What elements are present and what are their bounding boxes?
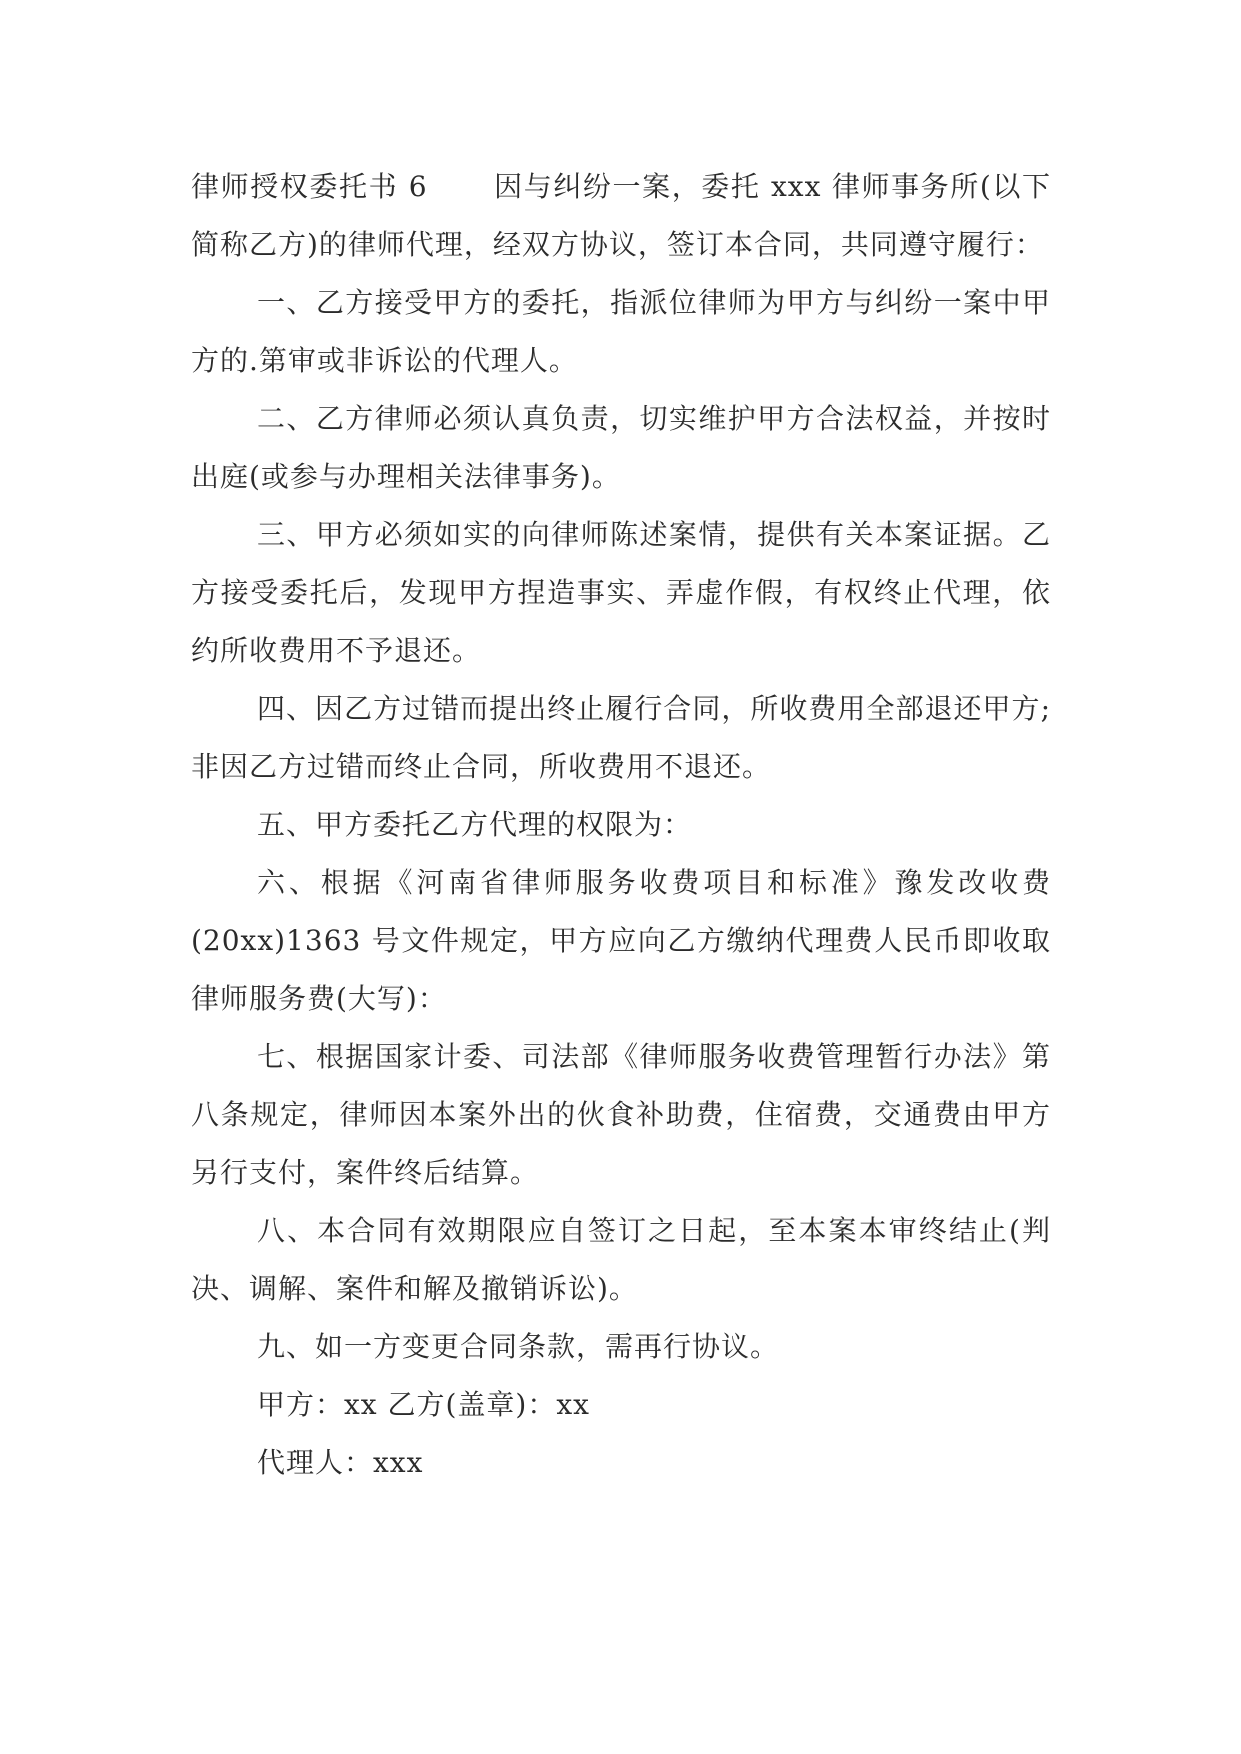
clause-2: 二、乙方律师必须认真负责，切实维护甲方合法权益，并按时出庭(或参与办理相关法律事务)。 — [191, 402, 1051, 493]
document-body — [191, 158, 1051, 1492]
clause-8: 八、本合同有效期限应自签订之日起，至本案本审终结止(判决、调解、案件和解及撤销诉讼)。 — [191, 1214, 1051, 1305]
document-opening — [191, 158, 1051, 274]
clause-7: 七、根据国家计委、司法部《律师服务收费管理暂行办法》第八条规定，律师因本案外出的伙食补助费，住宿费，交通费由甲方另行支付，案件终后结算。 — [191, 1040, 1051, 1189]
document-title: 律师授权委托书 6 — [191, 170, 428, 203]
clause-3: 三、甲方必须如实的向律师陈述案情，提供有关本案证据。乙方接受委托后，发现甲方捏造事实、弄虚作假，有权终止代理，依约所收费用不予退还。 — [191, 518, 1051, 667]
clause-4: 四、因乙方过错而提出终止履行合同，所收费用全部退还甲方;非因乙方过错而终止合同，所收费用不退还。 — [191, 692, 1051, 783]
signature-parties: 甲方：xx 乙方(盖章)：xx — [257, 1388, 590, 1421]
clause-6: 六、根据《河南省律师服务收费项目和标准》豫发改收费(20xx)1363 号文件规定，甲方应向乙方缴纳代理费人民币即收取律师服务费(大写)： — [191, 866, 1051, 1015]
document-intro: 因与纠纷一案，委托 xxx 律师事务所(以下简称乙方)的律师代理，经双方协议，签订本合同，共同遵守履行： — [191, 170, 1051, 261]
signature-agent: 代理人：xxx — [257, 1446, 424, 1479]
clause-9: 九、如一方变更合同条款，需再行协议。 — [257, 1330, 780, 1363]
clause-5: 五、甲方委托乙方代理的权限为： — [257, 808, 693, 841]
clause-1: 一、乙方接受甲方的委托，指派位律师为甲方与纠纷一案中甲方的.第审或非诉讼的代理人。 — [191, 286, 1051, 377]
